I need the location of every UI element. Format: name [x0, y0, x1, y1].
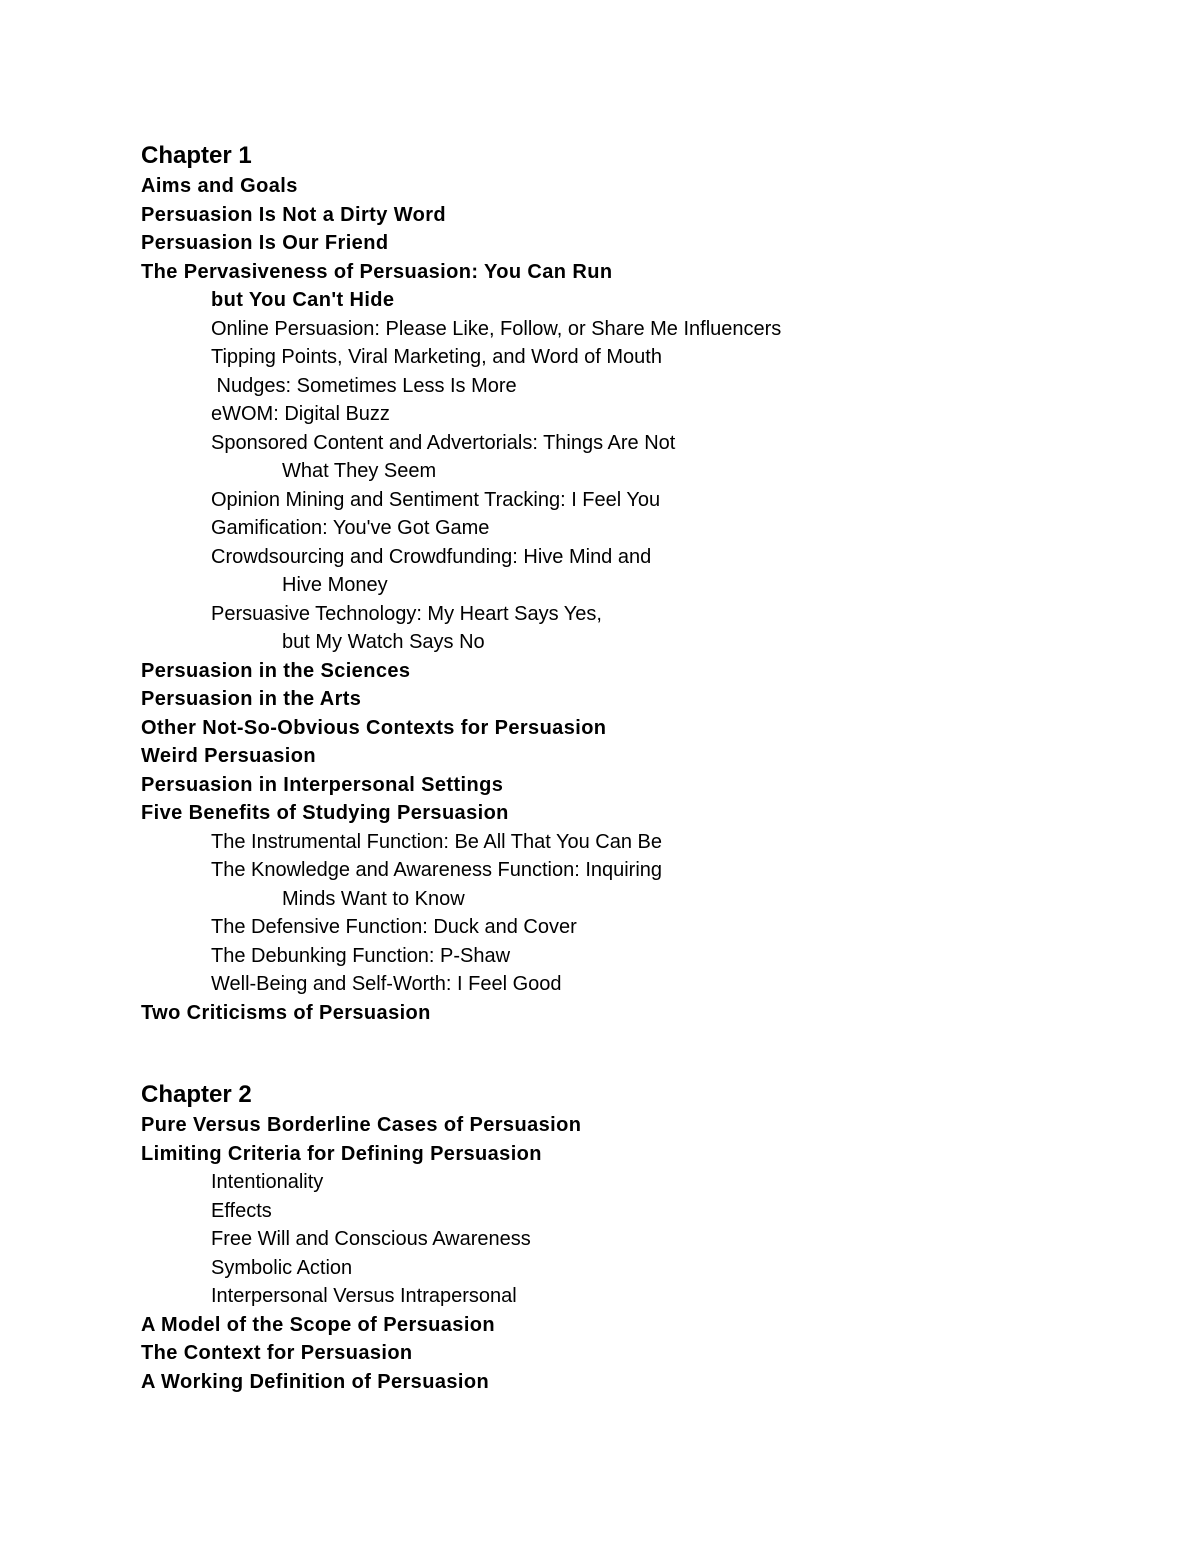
- toc-subentry: The Knowledge and Awareness Function: Inquiring: [211, 859, 663, 881]
- toc-heading-entry: Limiting Criteria for Defining Persuasion: [141, 1142, 542, 1165]
- toc-heading-entry: Persuasion Is Our Friend: [141, 232, 389, 254]
- toc-subentry: Gamification: You've Got Game: [211, 517, 490, 539]
- document-page: [141, 140, 1141, 1396]
- toc-subentry: Opinion Mining and Sentiment Tracking: I Feel You: [211, 488, 661, 511]
- toc-subentry: Minds Want to Know: [282, 887, 465, 910]
- toc-subentry: Free Will and Conscious Awareness: [211, 1228, 531, 1250]
- toc-heading-entry: Persuasion in the Arts: [141, 688, 362, 710]
- toc-subentry: The Debunking Function: P-Shaw: [211, 944, 511, 967]
- toc-subentry: The Instrumental Function: Be All That You Can Be: [211, 830, 663, 853]
- toc-subentry: Well-Being and Self-Worth: I Feel Good: [211, 973, 562, 995]
- toc-subentry: Tipping Points, Viral Marketing, and Word of Mouth: [211, 346, 662, 368]
- toc-heading-entry: Aims and Goals: [141, 175, 298, 197]
- toc-subentry: but My Watch Says No: [282, 631, 485, 653]
- toc-subentry: Sponsored Content and Advertorials: Things Are Not: [211, 431, 676, 454]
- toc-heading-entry: Pure Versus Borderline Cases of Persuasion: [141, 1114, 582, 1136]
- toc-subentry: Effects: [211, 1199, 272, 1222]
- toc-subentry: Online Persuasion: Please Like, Follow, or Share Me Influencers: [211, 317, 782, 340]
- toc-subentry: Nudges: Sometimes Less Is More: [211, 374, 517, 397]
- toc-subentry: Persuasive Technology: My Heart Says Yes,: [211, 602, 602, 625]
- toc-heading-entry: The Pervasiveness of Persuasion: You Can Run: [141, 260, 613, 283]
- toc-subentry: Crowdsourcing and Crowdfunding: Hive Mind and: [211, 545, 652, 568]
- chapter-2-section: [141, 1079, 1141, 1396]
- chapter-2-contents: [141, 1111, 1141, 1396]
- toc-heading-entry: Persuasion in Interpersonal Settings: [141, 773, 504, 796]
- toc-subentry: The Defensive Function: Duck and Cover: [211, 916, 577, 938]
- chapter-1-section: [141, 140, 1141, 1027]
- toc-heading-entry: The Context for Persuasion: [141, 1342, 413, 1364]
- toc-heading-entry: Weird Persuasion: [141, 745, 316, 767]
- toc-heading-entry: Persuasion in the Sciences: [141, 659, 411, 682]
- toc-heading-entry: Five Benefits of Studying Persuasion: [141, 802, 509, 824]
- toc-heading-entry: A Working Definition of Persuasion: [141, 1370, 490, 1393]
- toc-subentry: Symbolic Action: [211, 1256, 353, 1279]
- toc-subentry: Intentionality: [211, 1171, 324, 1193]
- toc-heading-entry: Two Criticisms of Persuasion: [141, 1001, 431, 1024]
- chapter-1-contents: [141, 172, 1141, 1027]
- toc-subentry: Hive Money: [282, 574, 388, 596]
- toc-subentry: Interpersonal Versus Intrapersonal: [211, 1285, 517, 1307]
- toc-heading-entry: A Model of the Scope of Persuasion: [141, 1313, 496, 1336]
- section-spacer: [141, 1027, 1141, 1079]
- toc-subentry: eWOM: Digital Buzz: [211, 403, 390, 425]
- chapter-2-heading: Chapter 2: [141, 1081, 252, 1108]
- chapter-1-heading: Chapter 1: [141, 142, 252, 169]
- toc-heading-entry: Persuasion Is Not a Dirty Word: [141, 203, 447, 226]
- toc-heading-entry: but You Can't Hide: [211, 289, 395, 311]
- toc-heading-entry: Other Not-So-Obvious Contexts for Persuasion: [141, 716, 607, 739]
- toc-subentry: What They Seem: [282, 460, 437, 482]
